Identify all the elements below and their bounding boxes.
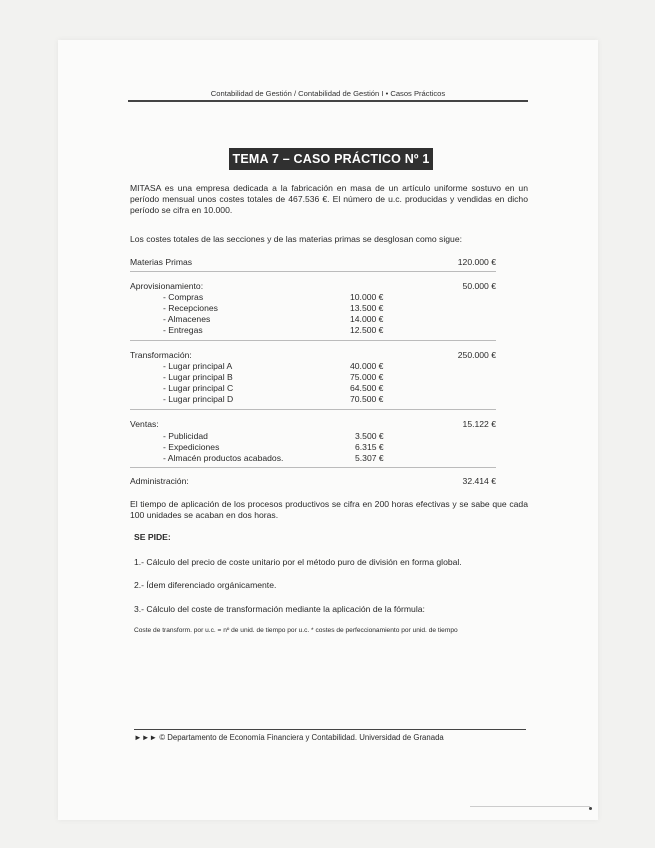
page-title: TEMA 7 – CASO PRÁCTICO Nº 1 (229, 148, 433, 170)
section-divider (130, 271, 496, 272)
section-divider (130, 409, 496, 410)
sub-item (163, 303, 384, 313)
row-transformacion (130, 350, 496, 360)
row-aprovisionamiento (130, 281, 496, 291)
sub-item (163, 292, 384, 302)
scan-dot (589, 807, 592, 810)
sub-item (163, 325, 384, 335)
sub-item (163, 453, 384, 463)
se-pide-heading: SE PIDE: (134, 532, 171, 542)
row-total: 250.000 € (457, 350, 496, 360)
sub-item (163, 394, 384, 404)
sub-label: - Lugar principal C (163, 383, 234, 393)
sub-label: - Compras (163, 292, 204, 302)
row-label: Aprovisionamiento: (130, 281, 204, 291)
sub-item (163, 372, 384, 382)
question-1: 1.- Cálculo del precio de coste unitario por el método puro de división en forma global. (134, 557, 462, 567)
sub-value: 3.500 € (355, 431, 384, 441)
sub-label: - Almacén productos acabados. (163, 453, 284, 463)
footer-text: ►►► © Departamento de Economía Financiera y Contabilidad. Universidad de Granada (134, 733, 444, 742)
sub-label: - Publicidad (163, 431, 208, 441)
row-label: Administración: (130, 476, 189, 486)
sub-value: 64.500 € (350, 383, 384, 393)
row-materias-primas (130, 257, 496, 267)
sub-item (163, 361, 384, 371)
sub-value: 6.315 € (355, 442, 384, 452)
sub-label: - Almacenes (163, 314, 211, 324)
sub-label: - Lugar principal B (163, 372, 233, 382)
row-administracion (130, 476, 496, 486)
sub-value: 14.000 € (350, 314, 384, 324)
running-header: Contabilidad de Gestión / Contabilidad de Gestión I • Casos Prácticos (210, 89, 446, 98)
footer-rule (134, 729, 526, 730)
sub-label: - Lugar principal D (163, 394, 234, 404)
sub-label: - Expediciones (163, 442, 220, 452)
row-label: Materias Primas (130, 257, 193, 267)
row-total: 120.000 € (457, 257, 496, 267)
intro-paragraph: MITASA es una empresa dedicada a la fabricación en masa de un artículo uniforme sostuvo en un período mensual unos costes totales de 467.536 €. El número de u.c. producidas y vendidas en dicho período se cifra en 10.000. (130, 183, 528, 215)
row-label: Transformación: (130, 350, 192, 360)
page-edge-line (470, 806, 590, 807)
row-label: Ventas: (130, 419, 159, 429)
section-divider (130, 340, 496, 341)
sub-value: 75.000 € (350, 372, 384, 382)
sub-label: - Recepciones (163, 303, 218, 313)
question-3: 3.- Cálculo del coste de transformación mediante la aplicación de la fórmula: (134, 604, 425, 614)
row-total: 32.414 € (462, 476, 496, 486)
question-2: 2.- Ídem diferenciado orgánicamente. (134, 580, 277, 590)
sub-label: - Lugar principal A (163, 361, 233, 371)
section-divider (130, 467, 496, 468)
sub-item (163, 431, 384, 441)
header-rule (128, 100, 528, 102)
sub-value: 12.500 € (350, 325, 384, 335)
sub-value: 13.500 € (350, 303, 384, 313)
row-ventas (130, 419, 496, 429)
sub-label: - Entregas (163, 325, 203, 335)
row-total: 50.000 € (462, 281, 496, 291)
row-total: 15.122 € (462, 419, 496, 429)
sub-value: 40.000 € (350, 361, 384, 371)
sub-item (163, 314, 384, 324)
desglose-intro: Los costes totales de las secciones y de las materias primas se desglosan como sigue: (130, 234, 462, 244)
sub-item (163, 383, 384, 393)
sub-value: 5.307 € (355, 453, 384, 463)
tiempo-paragraph: El tiempo de aplicación de los procesos productivos se cifra en 200 horas efectivas y se sabe que cada 100 unidades se acaban en dos horas. (130, 499, 528, 520)
sub-value: 70.500 € (350, 394, 384, 404)
sub-value: 10.000 € (350, 292, 384, 302)
formula-text: Coste de transform. por u.c. = nº de unid. de tiempo por u.c. * costes de perfeccionamiento por unid. de tiempo (134, 627, 458, 634)
sub-item (163, 442, 384, 452)
